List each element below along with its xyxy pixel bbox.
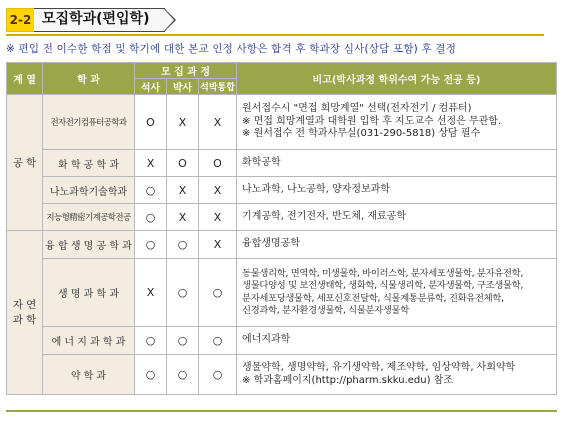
- header-remarks: 비고(박사과정 학위수여 가능 전공 등): [237, 63, 557, 95]
- integrated-mark: X: [199, 177, 237, 204]
- table-row: [7, 259, 557, 327]
- department-table: [6, 62, 557, 395]
- masters-mark: ○: [135, 355, 167, 395]
- table-bottom-rule: [6, 410, 557, 412]
- phd-mark: ○: [167, 231, 199, 259]
- integrated-mark: ○: [199, 355, 237, 395]
- dept-name: 나노과학기술학과: [43, 177, 135, 204]
- dept-name: 지능형精密기계공학전공: [43, 204, 135, 231]
- phd-mark: ○: [167, 327, 199, 355]
- integrated-mark: X: [199, 231, 237, 259]
- section-title: [6, 8, 306, 34]
- table-row: [7, 204, 557, 231]
- integrated-mark: ○: [199, 259, 237, 327]
- integrated-mark: ○: [199, 327, 237, 355]
- table-row: [7, 150, 557, 177]
- dept-name: 융 합 생 명 공 학 과: [43, 231, 135, 259]
- masters-mark: ○: [135, 327, 167, 355]
- remarks-cell: 융합생명공학: [237, 231, 557, 259]
- table-row: [7, 177, 557, 204]
- table-row: [7, 355, 557, 395]
- remarks-cell: 동물생리학, 면역학, 미생물학, 바이러스학, 분자세포생물학, 분자유전학, 생물다양성 및 보전생태학, 생화학, 식물생리학, 분자생물학, 구조생물학, 분자세포당생물학, 세포신호전달학, 식물계통분류학, 진화유전체학, 신경과학, 분자환경생물학, 식물분자생물학: [237, 259, 557, 327]
- masters-mark: ○: [135, 204, 167, 231]
- integrated-mark: O: [199, 150, 237, 177]
- table-row: [7, 95, 557, 150]
- phd-mark: X: [167, 204, 199, 231]
- integrated-mark: X: [199, 95, 237, 150]
- note-text: ※ 편입 전 이수한 학점 및 학기에 대한 본교 인정 사항은 합격 후 학과장 심사(상담 포함) 후 결정: [6, 43, 457, 55]
- masters-mark: ○: [135, 231, 167, 259]
- masters-mark: ○: [135, 177, 167, 204]
- table-row: [7, 327, 557, 355]
- section-number: 2-2: [6, 8, 35, 32]
- remarks-cell: 나노과학, 나노공학, 양자정보과학: [237, 177, 557, 204]
- masters-mark: O: [135, 95, 167, 150]
- phd-mark: X: [167, 177, 199, 204]
- header-field: 계 열: [7, 63, 43, 95]
- header-integrated: 석박통합: [199, 79, 237, 95]
- phd-mark: O: [167, 150, 199, 177]
- phd-mark: ○: [167, 259, 199, 327]
- header-masters: 석사: [135, 79, 167, 95]
- phd-mark: ○: [167, 355, 199, 395]
- dept-name: 화 학 공 학 과: [43, 150, 135, 177]
- remarks-cell: 에너지과학: [237, 327, 557, 355]
- header-phd: 박사: [167, 79, 199, 95]
- table-row: [7, 231, 557, 259]
- section-title-text: 모집학과(편입학): [42, 11, 150, 27]
- header-department: 학 과: [43, 63, 135, 95]
- phd-mark: X: [167, 95, 199, 150]
- remarks-cell: 생물약학, 생명약학, 유기생약학, 제조약학, 임상약학, 사회약학 ※ 학과홈페이지(http://pharm.skku.edu) 참조: [237, 355, 557, 395]
- masters-mark: X: [135, 259, 167, 327]
- dept-name: 전자전기컴퓨터공학과: [43, 95, 135, 150]
- masters-mark: X: [135, 150, 167, 177]
- group-engineering: 공 학: [7, 95, 43, 231]
- remarks-cell: 원서접수시 "면접 희망계열" 선택(전자전기 / 컴퓨터) ※ 면접 희망계열과 대학원 입학 후 지도교수 선정은 무관함. ※ 원서접수 전 학과사무실(031-290-5818) 상담 필수: [237, 95, 557, 150]
- remarks-cell: 기계공학, 전기전자, 반도체, 재료공학: [237, 204, 557, 231]
- remarks-cell: 화학공학: [237, 150, 557, 177]
- header-recruit: 모 집 과 정: [135, 63, 237, 79]
- dept-name: 약 학 과: [43, 355, 135, 395]
- integrated-mark: X: [199, 204, 237, 231]
- group-natural-science: 자 연 과 학: [7, 231, 43, 395]
- dept-name: 에 너 지 과 학 과: [43, 327, 135, 355]
- title-underline: [6, 34, 544, 36]
- dept-name: 생 명 과 학 과: [43, 259, 135, 327]
